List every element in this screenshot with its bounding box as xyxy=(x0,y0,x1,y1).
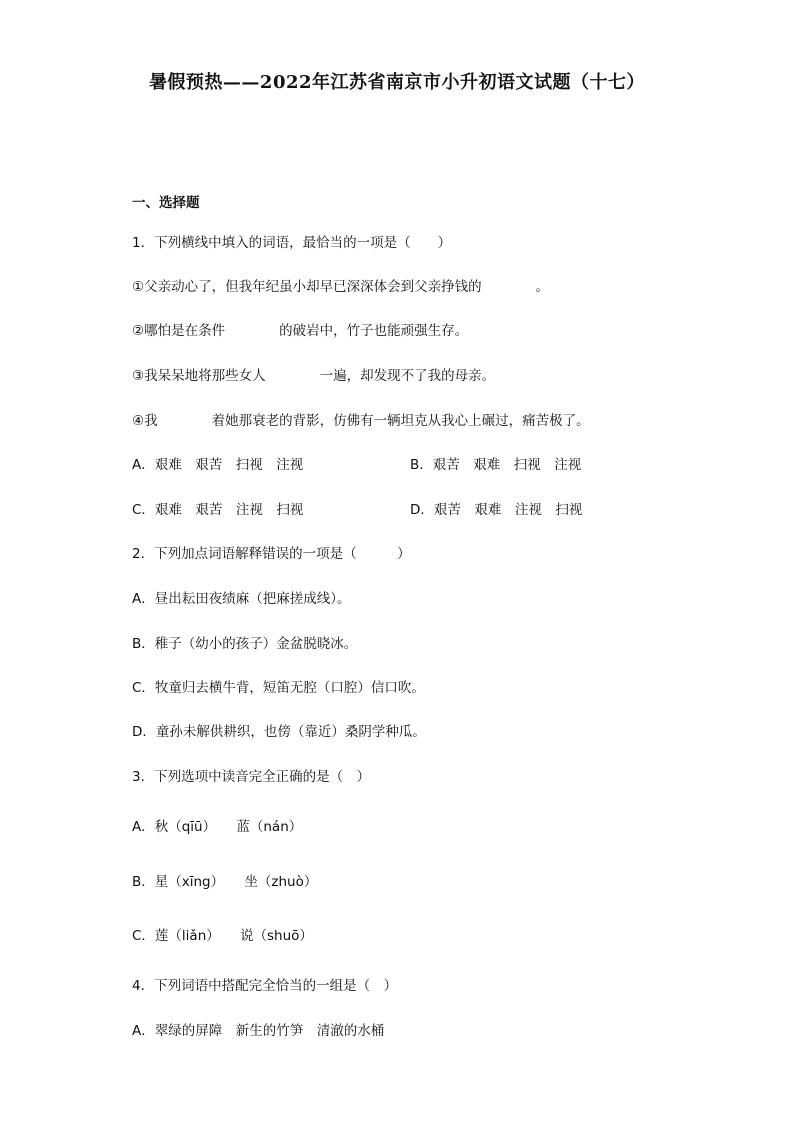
question-1-option-a: A．艰难 艰苦 扫视 注视 xyxy=(132,457,304,473)
question-2-option-a: A．昼出耘田夜绩麻（把麻搓成线）。 xyxy=(132,591,351,607)
question-1-option-c: C．艰难 艰苦 注视 扫视 xyxy=(132,502,304,518)
question-1-sentence-2: ②哪怕是在条件 的破岩中，竹子也能顽强生存。 xyxy=(132,323,469,339)
question-4-option-a: A．翠绿的屏障 新生的竹笋 清澈的水桶 xyxy=(132,1023,385,1039)
question-4-stem: 4．下列词语中搭配完全恰当的一组是（ ） xyxy=(132,978,398,994)
question-3-option-b: B．星（xīng） 坐（zhuò） xyxy=(132,874,318,890)
question-3-stem: 3．下列选项中读音完全正确的是（ ） xyxy=(132,769,371,785)
question-1-stem: 1．下列横线中填入的词语，最恰当的一项是（ ） xyxy=(132,235,452,251)
question-2-option-b: B．稚子（幼小的孩子）金盆脱晓冰。 xyxy=(132,636,358,652)
question-1-option-d: D．艰苦 艰难 注视 扫视 xyxy=(410,502,583,518)
question-1-sentence-1: ①父亲动心了，但我年纪虽小却早已深深体会到父亲挣钱的 。 xyxy=(132,279,550,295)
question-3-option-c: C．莲（liǎn） 说（shuō） xyxy=(132,928,313,944)
question-3-option-a: A．秋（qīū） 蓝（nán） xyxy=(132,819,303,835)
question-2-option-c: C．牧童归去横牛背，短笛无腔（口腔）信口吹。 xyxy=(132,680,425,696)
question-1-sentence-3: ③我呆呆地将那些女人 一遍，却发现不了我的母亲。 xyxy=(132,368,496,384)
question-1-sentence-4: ④我 着她那衰老的背影，仿佛有一辆坦克从我心上碾过，痛苦极了。 xyxy=(132,413,590,429)
section-heading: 一、选择题 xyxy=(132,195,200,211)
question-1-option-b: B．艰苦 艰难 扫视 注视 xyxy=(410,457,582,473)
page-title: 暑假预热——2022年江苏省南京市小升初语文试题（十七） xyxy=(148,72,646,93)
question-2-stem: 2．下列加点词语解释错误的一项是（ ） xyxy=(132,546,411,562)
question-2-option-d: D．童孙未解供耕织，也傍（靠近）桑阴学种瓜。 xyxy=(132,724,426,740)
